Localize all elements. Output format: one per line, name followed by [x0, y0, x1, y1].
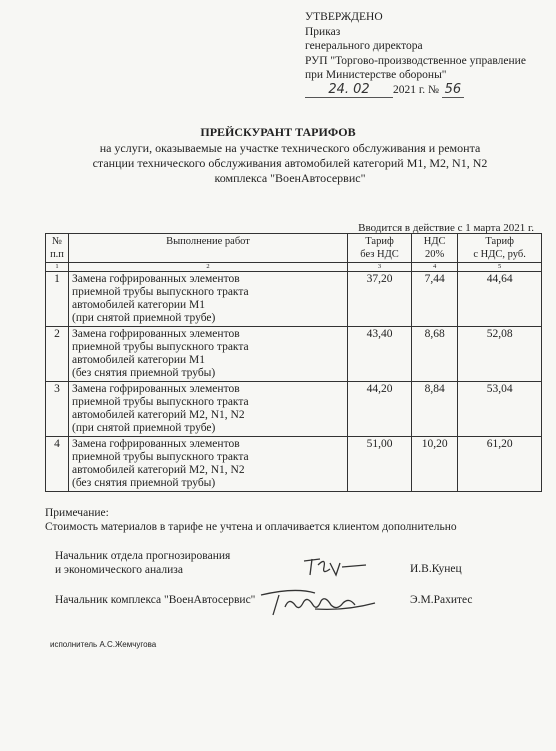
- subtitle-line-3: комплекса "ВоенАвтосервис": [214, 171, 366, 185]
- header-tariff-line-1: Тариф: [365, 236, 394, 247]
- work-line: автомобилей категорий М2, N1, N2: [72, 464, 245, 476]
- effective-date: Вводится в действие с 1 марта 2021 г.: [358, 222, 534, 234]
- row-vat: 7,44: [412, 272, 458, 327]
- index-cell: 3: [348, 263, 412, 272]
- approval-heading: УТВЕРЖДЕНО: [305, 11, 383, 23]
- work-line: Замена гофрированных элементов: [72, 383, 240, 395]
- row-number: 2: [46, 327, 69, 382]
- table-row: [46, 327, 542, 382]
- work-line: приемной трубы выпускного тракта: [72, 341, 249, 353]
- row-total: 44,64: [458, 272, 542, 327]
- subtitle-line-1: на услуги, оказываемые на участке технического обслуживания и ремонта: [99, 141, 481, 155]
- price-table: [45, 233, 542, 492]
- signatory-1-name: И.В.Кунец: [410, 563, 462, 575]
- executor-line: исполнитель А.С.Жемчугова: [50, 640, 157, 649]
- approval-date-handwritten: 24. 02: [305, 83, 393, 99]
- table-row: [46, 437, 542, 492]
- row-work: [69, 327, 348, 382]
- header-num: [46, 234, 69, 263]
- header-work: Выполнение работ: [69, 234, 348, 263]
- header-num-line-2: п.п: [50, 249, 64, 260]
- row-vat: 8,84: [412, 382, 458, 437]
- index-cell: 2: [69, 263, 348, 272]
- row-total: 52,08: [458, 327, 542, 382]
- header-tariff: [348, 234, 412, 263]
- header-tariff-vat-line-2: с НДС, руб.: [473, 249, 526, 260]
- work-line: (при снятой приемной трубе): [72, 312, 216, 324]
- work-line: приемной трубы выпускного тракта: [72, 396, 249, 408]
- subtitle-line-2: станции технического обслуживания автомобилей категорий М1, М2, N1, N2: [92, 156, 488, 170]
- header-num-line-1: №: [51, 236, 63, 247]
- index-cell: 5: [458, 263, 542, 272]
- header-tariff-line-2: без НДС: [360, 249, 399, 260]
- work-line: приемной трубы выпускного тракта: [72, 286, 249, 298]
- row-vat: 8,68: [412, 327, 458, 382]
- row-tariff: 37,20: [348, 272, 412, 327]
- work-line: автомобилей категории М1: [72, 299, 205, 311]
- table-row: [46, 382, 542, 437]
- row-work: [69, 272, 348, 327]
- row-tariff: 44,20: [348, 382, 412, 437]
- index-cell: 4: [412, 263, 458, 272]
- row-tariff: 51,00: [348, 437, 412, 492]
- note-title: Примечание:: [45, 507, 109, 519]
- row-total: 53,04: [458, 382, 542, 437]
- approval-date-line: [305, 83, 526, 99]
- header-vat-line-1: НДС: [423, 236, 446, 247]
- signatory-1-title-line-1: Начальник отдела прогнозирования: [55, 550, 231, 562]
- row-number: 1: [46, 272, 69, 327]
- row-work: [69, 437, 348, 492]
- table-row: [46, 272, 542, 327]
- work-line: автомобилей категорий М2, N1, N2: [72, 409, 245, 421]
- table-header-row: [46, 234, 542, 263]
- signatory-2-name: Э.М.Рахитес: [410, 594, 473, 606]
- work-line: Замена гофрированных элементов: [72, 328, 240, 340]
- work-line: приемной трубы выпускного тракта: [72, 451, 249, 463]
- header-tariff-vat: [458, 234, 542, 263]
- approval-line-2: генерального директора: [305, 40, 423, 52]
- header-tariff-vat-line-1: Тариф: [485, 236, 514, 247]
- index-cell: 1: [46, 263, 69, 272]
- row-work: [69, 382, 348, 437]
- approval-line-1: Приказ: [305, 25, 341, 38]
- work-line: Замена гофрированных элементов: [72, 273, 240, 285]
- signatory-1-title: [55, 549, 230, 577]
- row-number: 3: [46, 382, 69, 437]
- row-total: 61,20: [458, 437, 542, 492]
- approval-line-3: РУП "Торгово-производственное управление: [305, 54, 526, 67]
- work-line: (без снятия приемной трубы): [72, 477, 216, 489]
- signature-1-image: [300, 553, 370, 579]
- document-subtitle: [70, 141, 510, 186]
- approval-block: [305, 10, 526, 98]
- work-line: (без снятия приемной трубы): [72, 367, 216, 379]
- row-number: 4: [46, 437, 69, 492]
- approval-number-handwritten: 56: [442, 83, 464, 99]
- document-title: ПРЕЙСКУРАНТ ТАРИФОВ: [200, 125, 356, 139]
- work-line: (при снятой приемной трубе): [72, 422, 216, 434]
- note-text: Стоимость материалов в тарифе не учтена и оплачивается клиентом дополнительно: [45, 521, 457, 533]
- table-index-row: [46, 263, 542, 272]
- row-tariff: 43,40: [348, 327, 412, 382]
- signature-2-image: [255, 585, 385, 619]
- work-line: автомобилей категории М1: [72, 354, 205, 366]
- header-vat: [412, 234, 458, 263]
- work-line: Замена гофрированных элементов: [72, 438, 240, 450]
- approval-line-4: при Министерстве обороны": [305, 69, 447, 81]
- signatory-2-title: Начальник комплекса "ВоенАвтосервис": [55, 594, 256, 606]
- signatory-1-title-line-2: и экономического анализа: [55, 564, 183, 576]
- header-vat-line-2: 20%: [425, 249, 445, 260]
- row-vat: 10,20: [412, 437, 458, 492]
- approval-year: 2021 г. №: [393, 83, 440, 96]
